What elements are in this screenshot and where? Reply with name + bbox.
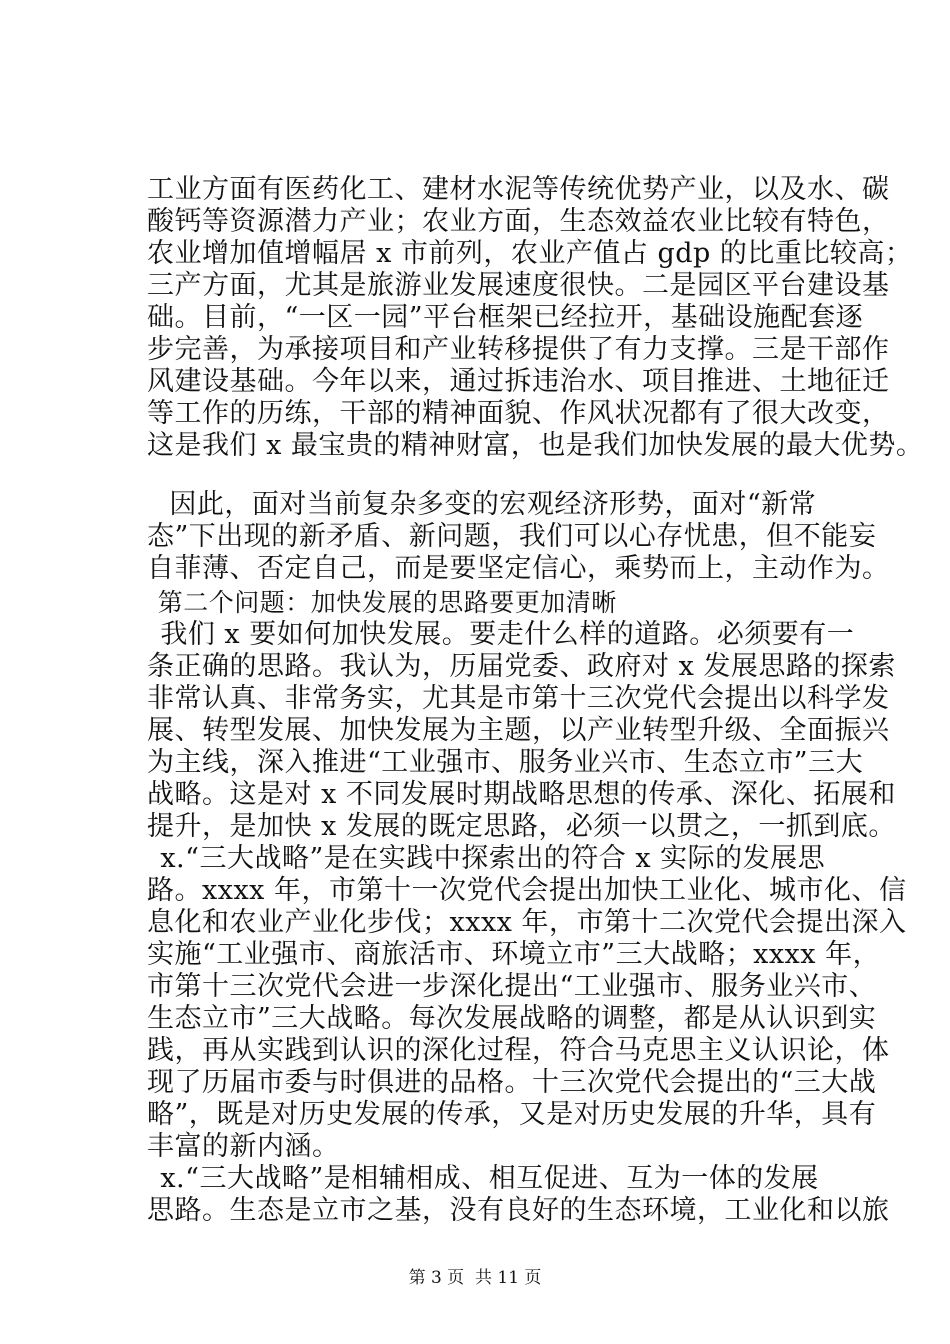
text-line: 这是我们 x 最宝贵的精神财富，也是我们加快发展的最大优势。 — [147, 430, 924, 461]
text-line: 工业方面有医药化工、建材水泥等传统优势产业，以及水、碳 — [147, 174, 890, 205]
text-line: 息化和农业产业化步伐；xxxx 年，市第十二次党代会提出深入 — [147, 907, 907, 938]
text-line: 思路。生态是立市之基，没有良好的生态环境，工业化和以旅 — [147, 1195, 890, 1226]
text-line: 三产方面，尤其是旅游业发展速度很快。二是园区平台建设基 — [147, 270, 890, 301]
text-line: 为主线，深入推进“工业强市、服务业兴市、生态立市”三大 — [147, 747, 864, 778]
text-line: 战略。这是对 x 不同发展时期战略思想的传承、深化、拓展和 — [147, 779, 896, 810]
text-line: x.“三大战略”是在实践中探索出的符合 x 实际的发展思 — [124, 843, 826, 874]
text-line: 我们 x 要如何加快发展。要走什么样的道路。必须要有一 — [124, 619, 855, 650]
section-heading: 第二个问题：加快发展的思路要更加清晰 — [124, 588, 617, 617]
text-line: 酸钙等资源潜力产业；农业方面，生态效益农业比较有特色， — [147, 206, 890, 237]
text-line: 展、转型发展、加快发展为主题，以产业转型升级、全面振兴 — [147, 715, 890, 746]
text-line: 态”下出现的新矛盾、新问题，我们可以心存忧患，但不能妄 — [147, 521, 877, 552]
text-line: 实施“工业强市、商旅活市、环境立市”三大战略；xxxx 年， — [147, 939, 881, 970]
text-line: 市第十三次党代会进一步深化提出“工业强市、服务业兴市、 — [147, 971, 877, 1002]
text-line: 因此，面对当前复杂多变的宏观经济形势，面对“新常 — [133, 489, 817, 520]
text-line: 风建设基础。今年以来，通过拆违治水、项目推进、土地征迁 — [147, 366, 890, 397]
text-line: 略”，既是对历史发展的传承，又是对历史发展的升华，具有 — [147, 1099, 877, 1130]
text-line: 条正确的思路。我认为，历届党委、政府对 x 发展思路的探索 — [147, 651, 896, 682]
text-line: x.“三大战略”是相辅相成、相互促进、互为一体的发展 — [124, 1163, 819, 1194]
text-line: 等工作的历练，干部的精神面貌、作风状况都有了很大改变， — [147, 398, 890, 429]
text-line: 提升，是加快 x 发展的既定思路，必须一以贯之，一抓到底。 — [147, 811, 896, 842]
text-line: 非常认真、非常务实，尤其是市第十三次党代会提出以科学发 — [147, 683, 890, 714]
text-line: 础。目前，“一区一园”平台框架已经拉开，基础设施配套逐 — [147, 302, 864, 333]
text-line: 农业增加值增幅居 x 市前列，农业产值占 gdp 的比重比较高； — [147, 238, 913, 269]
text-line: 生态立市”三大战略。每次发展战略的调整，都是从认识到实 — [147, 1003, 877, 1034]
text-line: 现了历届市委与时俱进的品格。十三次党代会提出的“三大战 — [147, 1067, 877, 1098]
text-line: 践，再从实践到认识的深化过程，符合马克思主义认识论，体 — [147, 1035, 890, 1066]
page-footer: 第 3 页 共 11 页 — [408, 1268, 542, 1288]
text-line: 路。xxxx 年，市第十一次党代会提出加快工业化、城市化、信 — [147, 875, 907, 906]
text-line: 自菲薄、否定自己，而是要坚定信心，乘势而上，主动作为。 — [147, 553, 890, 584]
text-line: 步完善，为承接项目和产业转移提供了有力支撑。三是干部作 — [147, 334, 890, 365]
text-line: 丰富的新内涵。 — [147, 1131, 340, 1162]
